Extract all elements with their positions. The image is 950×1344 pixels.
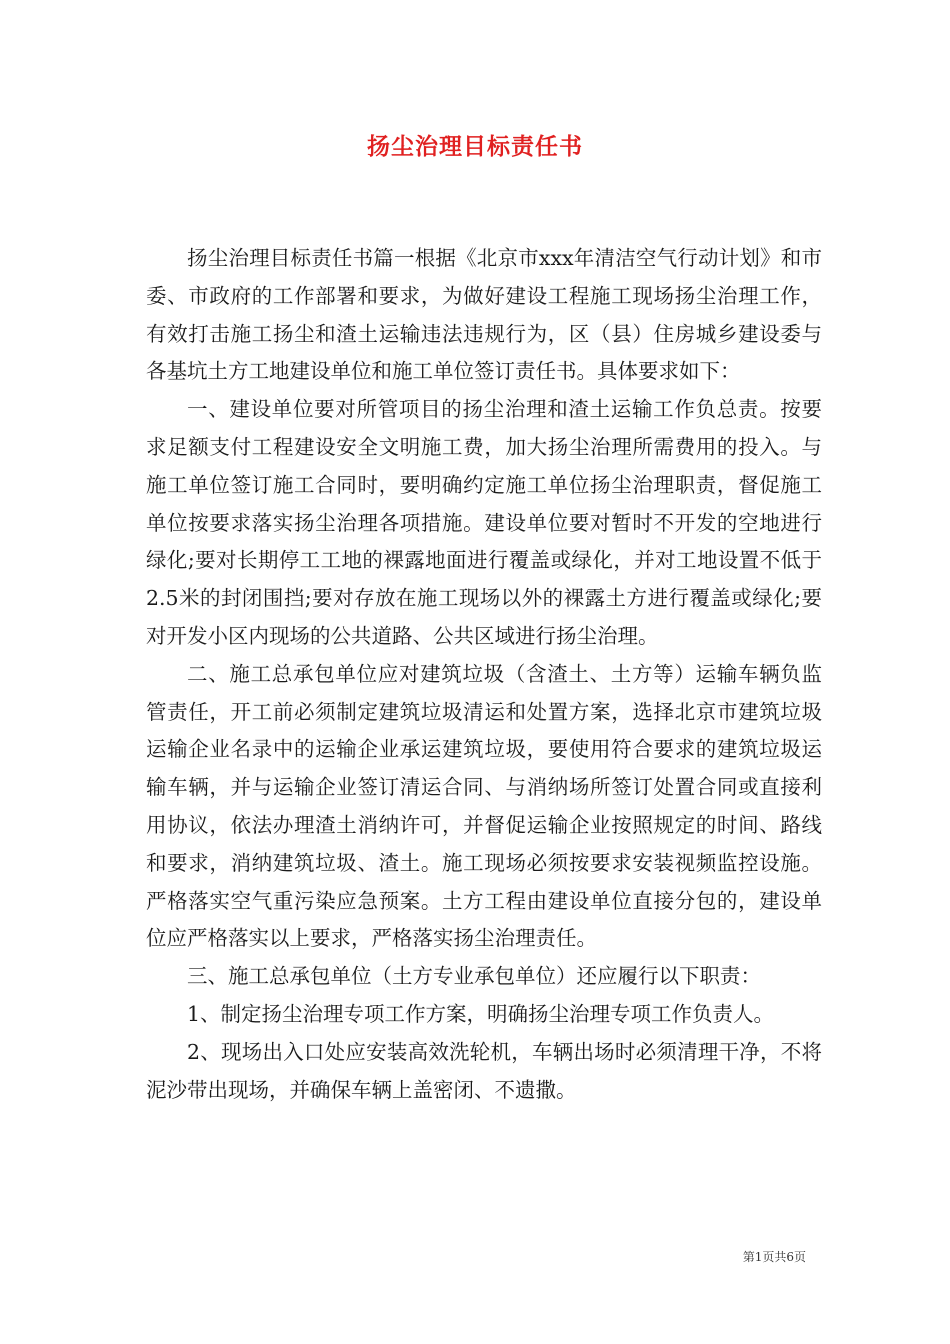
- paragraph-item-1: 1、制定扬尘治理专项工作方案，明确扬尘治理专项工作负责人。: [187, 1001, 775, 1026]
- document-title: 扬尘治理目标责任书: [367, 133, 583, 160]
- paragraph-section-2: 二、施工总承包单位应对建筑垃圾（含渣土、土方等）运输车辆负监管责任，开工前必须制定建筑垃圾清运和处置方案，选择北京市建筑垃圾运输企业名录中的运输企业承运建筑垃圾，要使用符合要求的建筑垃圾运输车辆，并与运输企业签订清运合同、与消纳场所签订处置合同或直接利用协议，依法办理渣土消纳许可，并督促运输企业按照规定的时间、路线和要求，消纳建筑垃圾、渣土。施工现场必须按要求安装视频监控设施。严格落实空气重污染应急预案。土方工程由建设单位直接分包的，建设单位应严格落实以上要求，严格落实扬尘治理责任。: [146, 661, 822, 951]
- page-number: 第1页共6页: [742, 1250, 806, 1264]
- document-body: [146, 240, 822, 1109]
- paragraph-intro: 扬尘治理目标责任书篇一根据《北京市xxx年清洁空气行动计划》和市委、市政府的工作部署和要求，为做好建设工程施工现场扬尘治理工作，有效打击施工扬尘和渣土运输违法违规行为，区（县）住房城乡建设委与各基坑土方工地建设单位和施工单位签订责任书。具体要求如下：: [146, 246, 822, 384]
- paragraph-section-3: 三、施工总承包单位（土方专业承包单位）还应履行以下职责：: [187, 964, 761, 989]
- paragraph-item-2: 2、现场出入口处应安装高效洗轮机，车辆出场时必须清理干净，不将泥沙带出现场，并确保车辆上盖密闭、不遗撒。: [146, 1039, 822, 1102]
- paragraph-section-1: 一、建设单位要对所管项目的扬尘治理和渣土运输工作负总责。按要求足额支付工程建设安全文明施工费，加大扬尘治理所需费用的投入。与施工单位签订施工合同时，要明确约定施工单位扬尘治理职责，督促施工单位按要求落实扬尘治理各项措施。建设单位要对暂时不开发的空地进行绿化;要对长期停工工地的裸露地面进行覆盖或绿化，并对工地设置不低于2.5米的封闭围挡;要对存放在施工现场以外的裸露土方进行覆盖或绿化;要对开发小区内现场的公共道路、公共区域进行扬尘治理。: [146, 397, 822, 648]
